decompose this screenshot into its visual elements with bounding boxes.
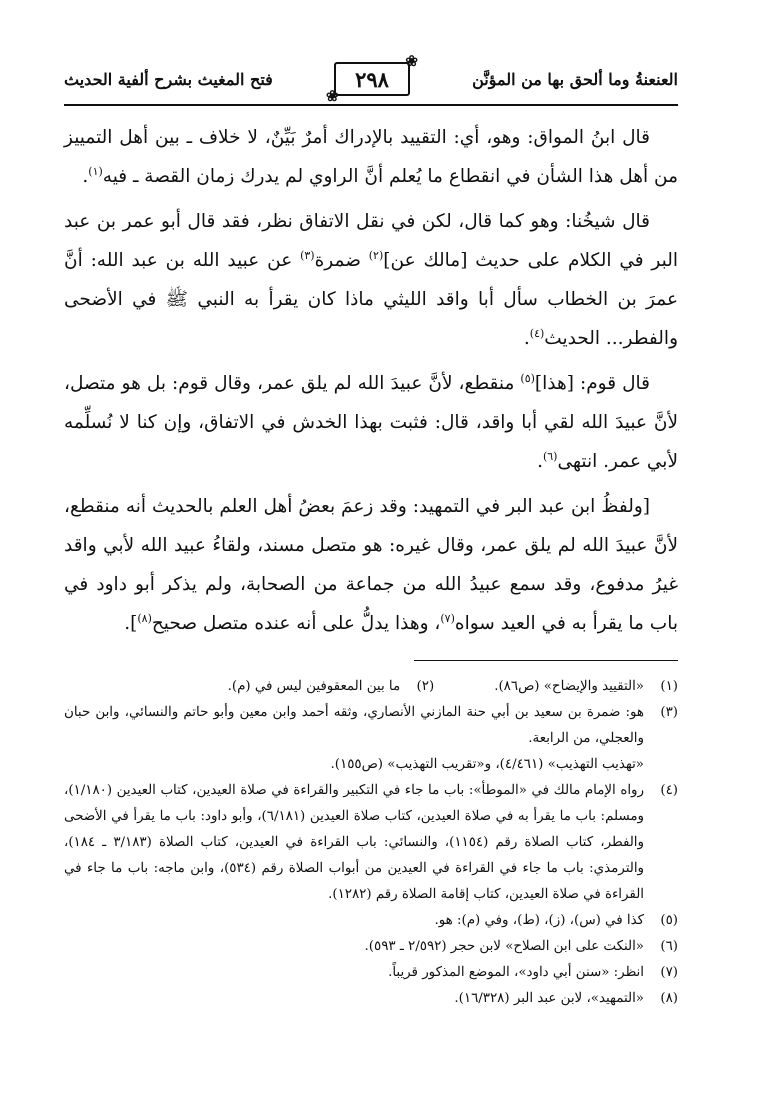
paragraph-tail: .: [82, 166, 89, 187]
footnote-2: [228, 674, 435, 700]
footnote-1: [494, 674, 678, 700]
book-running-title: فتح المغيث بشرح ألفية الحديث: [64, 69, 273, 89]
footnote-number: (٢): [416, 679, 435, 694]
footnote-number: (٦): [660, 939, 678, 954]
main-text: [64, 118, 678, 649]
paragraph-text: ، وهذا يدلُّ على أنه عنده متصل صحيح: [151, 613, 441, 634]
footnote-number: (٣): [660, 705, 678, 720]
footnote-text: «التقييد والإيضاح» (ص٨٦).: [494, 679, 644, 694]
footnote-ref: (٣): [300, 248, 315, 262]
footnote-ref: (٥): [520, 371, 535, 385]
paragraph-text: قال قوم: [هذا]: [534, 373, 651, 394]
page-header: [64, 54, 678, 106]
footnote-row-1-2: [64, 674, 678, 700]
footnote-text: «تهذيب التهذيب» (٤/٤٦١)، و«تقريب التهذيب» (ص١٥٥).: [330, 757, 644, 772]
footnote-text: رواه الإمام مالك في «الموطأ»: باب ما جاء في التكبير والقراءة في صلاة العيدين، كتاب العيدين (١/١٨٠)، ومسلم: باب ما يقرأ به في صلاة العيدين، كتاب صلاة العيدين (٦/١٨١)، وأبو داود: باب ما يقرأ في الأضحى والفطر، كتاب الصلاة رقم (١١٥٤)، والنسائي: باب القراءة في العيدين، كتاب الصلاة (٣/١٨٣ ـ ١٨٤)، والترمذي: باب ما جاء في القراءة في العيدين من أبواب الصلاة رقم (٥٣٤)، وابن ماجه: باب ما جاء في القراءة في صلاة العيدين، كتاب إقامة الصلاة رقم (١٢٨٢).: [64, 783, 644, 902]
paragraph-3: [64, 364, 678, 481]
footnote-number: (٤): [660, 783, 678, 798]
paragraph-1: [64, 118, 678, 196]
footnote-5: [64, 908, 678, 934]
paragraph-text: قال ابنُ المواق: وهو، أي: التقييد بالإدراك أمرٌ بَيِّنٌ، لا خلاف ـ بين أهل التمييز من أهل هذا الشأن في انقطاع ما يُعلم أنَّ الراوي لم يدرك زمان القصة ـ فيه: [64, 127, 678, 187]
footnote-text: «النكت على ابن الصلاح» لابن حجر (٢/٥٩٢ ـ ٥٩٣).: [364, 939, 644, 954]
footnote-number: (٧): [660, 965, 678, 980]
footnote-8: [64, 986, 678, 1012]
footnote-ref: (٧): [440, 611, 455, 625]
footnote-divider: [414, 660, 678, 661]
footnote-ref: (٤): [529, 326, 545, 340]
footnote-number: (٥): [660, 913, 678, 928]
paragraph-text: عن عبيد الله بن عبد الله: أنَّ عمرَ بن الخطاب سأل أبا واقد الليثي ماذا كان يقرأ به النبي ﷺ في الأضحى والفطر... الحديث: [64, 250, 678, 349]
footnote-4: [64, 778, 678, 908]
page-number: ٢٩٨: [355, 66, 389, 92]
footnote-ref: (٨): [137, 611, 152, 625]
footnote-text: ما بين المعقوفين ليس في (م).: [227, 679, 401, 694]
footnote-text: كذا في (س)، (ز)، (ط)، وفي (م): هو.: [434, 913, 644, 928]
paragraph-tail: .: [523, 328, 530, 349]
footnote-ref: (٦): [542, 449, 558, 463]
footnote-text: انظر: «سنن أبي داود»، الموضع المذكور قريباً.: [388, 965, 644, 980]
page-number-frame: [326, 52, 418, 105]
paragraph-tail: ].: [124, 613, 138, 634]
corner-ornament-icon: ❀: [405, 52, 418, 70]
paragraph-tail: .: [537, 451, 543, 472]
paragraph-text: ضمرة: [314, 250, 369, 271]
corner-ornament-icon: ❀: [326, 87, 339, 105]
chapter-running-title: العنعنةُ وما ألحق بها من المؤنَّن: [472, 69, 678, 89]
footnote-7: [64, 960, 678, 986]
footnote-number: (١): [660, 679, 678, 694]
footnote-ref: (١): [88, 164, 103, 178]
footnotes: [64, 674, 678, 1012]
paragraph-text: [ولفظُ ابن عبد البر في التمهيد: وقد زعمَ بعضُ أهل العلم بالحديث أنه منقطع، لأنَّ عبيدَ الله لم يلق عمر، وقال غيره: هو متصل مسند، ولقاءُ عبيد الله لأبي واقد غيرُ مدفوع، وقد سمع عبيدُ الله من جماعة من الصحابة، ولم يذكر أبو داود في باب ما يقرأ به في العيد سواه: [64, 496, 678, 634]
paragraph-4: [64, 487, 678, 643]
footnote-3: [64, 700, 678, 778]
footnote-number: (٨): [660, 991, 678, 1006]
book-page: [64, 0, 678, 1110]
paragraph-text: قال شيخُنا: وهو كما قال، لكن في نقل الاتفاق نظر، فقد قال أبو عمر بن عبد البر في الكلام على حديث [مالك عن]: [64, 211, 678, 271]
footnote-text: هو: ضمرة بن سعيد بن أبي حنة المازني الأنصاري، وثقه أحمد وابن معين وأبو حاتم والنسائي، وابن حبان والعجلي، من الرابعة.: [64, 705, 644, 746]
footnote-6: [64, 934, 678, 960]
paragraph-text: منقطع، لأنَّ عبيدَ الله لم يلق عمر، وقال قوم: بل هو متصل، لأنَّ عبيدَ الله لقي أبا واقد، قال: فثبت بهذا الخدش في الاتفاق، وإن كنا لا نُسلِّمه لأبي عمر. انتهى: [64, 373, 678, 472]
footnote-ref: (٢): [368, 248, 384, 262]
footnote-text: «التمهيد»، لابن عبد البر (١٦/٣٢٨).: [454, 991, 644, 1006]
paragraph-2: [64, 202, 678, 358]
